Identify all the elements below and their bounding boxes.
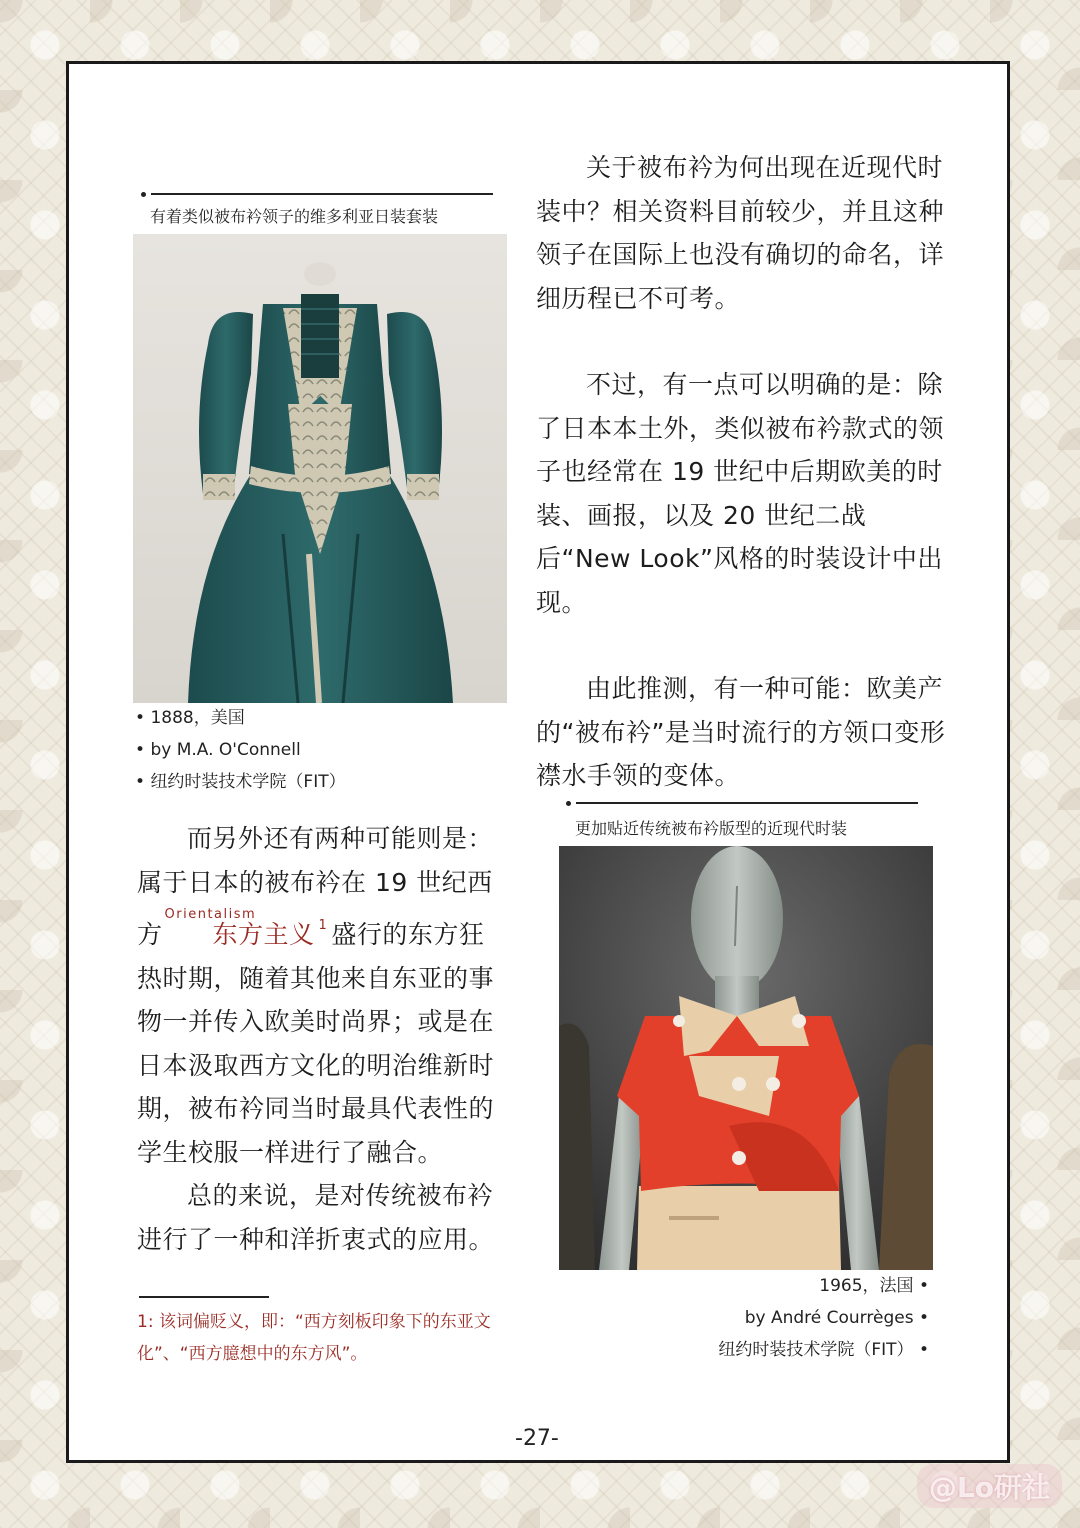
footnote: 1: 该词偏贬义，即：“西方刻板印象下的东亚文化”、“西方臆想中的东方风”。	[137, 1312, 491, 1364]
caption-rule	[151, 193, 493, 195]
page-frame	[66, 61, 1010, 1463]
photo2-meta-source: 纽约时装技术学院（FIT） •	[718, 1340, 929, 1360]
photo2-meta-designer: by André Courrèges •	[744, 1308, 929, 1328]
right-column-text	[536, 146, 960, 798]
photo1-meta-year: • 1888，美国	[135, 708, 245, 728]
photo2-meta-year: 1965，法国 •	[819, 1276, 929, 1296]
caption-bullet	[141, 192, 146, 197]
orientalism-annotation: Orientalism	[164, 907, 257, 922]
left-column-text	[137, 817, 509, 1261]
photo2-meta-list	[629, 1270, 929, 1366]
paragraph: 不过，有一点可以明确的是：除了日本本土外，类似被布衿款式的领子也经常在 19 世纪中后期欧美的时装、画报，以及 20 世纪二战后“New Look”风格的时装设计中出现。	[536, 370, 945, 617]
photo1-meta-source: • 纽约时装技术学院（FIT）	[135, 772, 346, 792]
photo1-caption: 有着类似被布衿领子的维多利亚日装套装	[150, 207, 439, 226]
footnote-ref: 1	[318, 918, 328, 933]
photo1-meta-designer: • by M.A. O'Connell	[135, 740, 301, 760]
watermark-logo: @Lo研社	[917, 1464, 1062, 1508]
orientalism-term: Orientalism 东方主义	[163, 913, 315, 957]
caption-bullet	[566, 801, 571, 806]
photo1-meta-list	[135, 702, 346, 798]
footnote-rule	[139, 1296, 269, 1298]
paragraph: 总的来说，是对传统被布衿进行了一种和洋折衷式的应用。	[137, 1181, 495, 1254]
caption-rule	[576, 802, 918, 804]
page-number: -27-	[515, 1426, 559, 1451]
paragraph: 而另外还有两种可能则是：属于日本的被布衿在 19 世纪西方 Orientalism 东方主义 $^1$ 盛行的东方狂热时期，随着其他来自东亚的事物一并传入欧美时尚界；或是在日本汲取西方文化的明治维新时期，被布衿同当时最具代表性的学生校服一样进行了融合。	[137, 824, 495, 1167]
courreges-jacket-photo	[559, 846, 933, 1270]
photo2-caption: 更加贴近传统被布衿版型的近现代时装	[575, 819, 848, 838]
paragraph: 由此推测，有一种可能：欧美产的“被布衿”是当时流行的方领口变形襟水手领的变体。	[536, 674, 946, 790]
paragraph: 关于被布衿为何出现在近现代时装中？相关资料目前较少，并且这种领子在国际上也没有确切的命名，详细历程已不可考。	[536, 153, 945, 313]
victorian-dress-photo	[133, 234, 507, 703]
